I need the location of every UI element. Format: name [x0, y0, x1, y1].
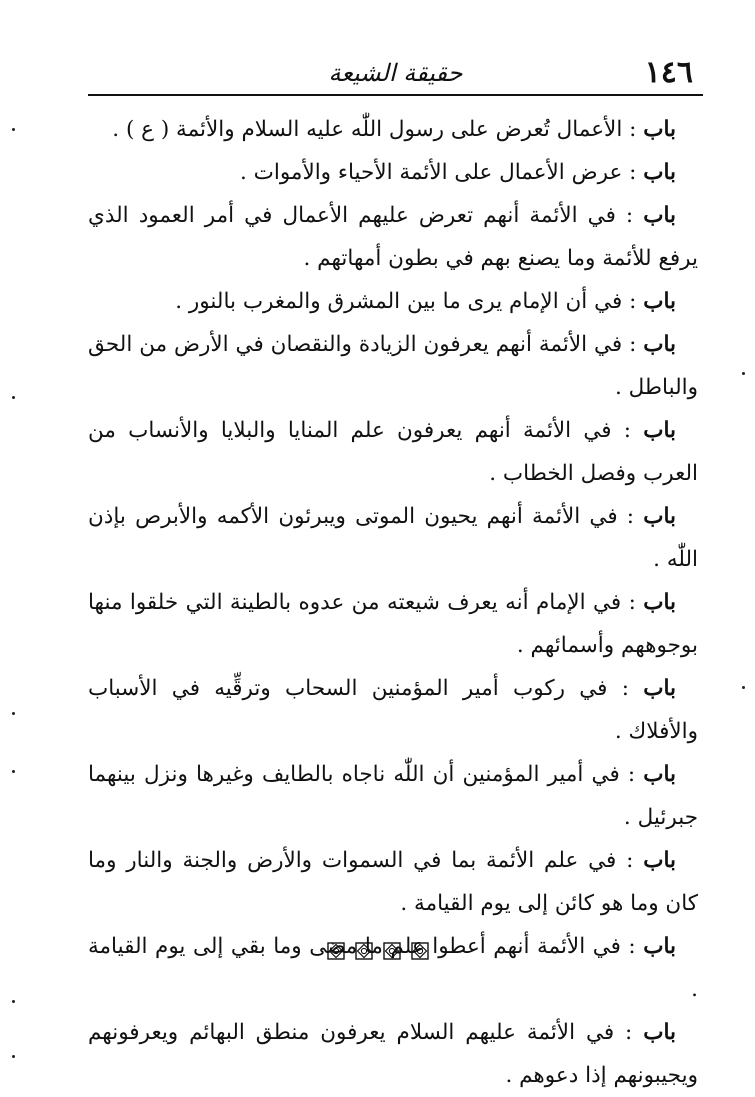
entry-label: باب [643, 117, 676, 142]
page-header [88, 54, 703, 96]
diamond-knot-ornament-icon [355, 942, 373, 960]
entry-text: : في الأئمة عليهم السلام يعرفون منطق البهائم ويعرفونهم ويجيبونهم إذا دعوهم . [88, 1020, 698, 1088]
scan-speck [12, 1055, 15, 1058]
header-rule [88, 94, 703, 96]
chapter-entry [88, 151, 698, 194]
chapter-entry [88, 667, 698, 753]
entry-label: باب [643, 762, 676, 787]
chapter-entry [88, 495, 698, 581]
entry-text: : في الأئمة أنهم أعطوا علم ما مضى وما بقي إلى يوم القيامة . [88, 934, 698, 1002]
entry-text: : في الإمام أنه يعرف شيعته من عدوه بالطينة التي خلقوا منها بوجوههم وأسمائهم . [88, 590, 698, 658]
chapter-entry [88, 581, 698, 667]
chapter-entry [88, 1011, 698, 1097]
entry-label: باب [643, 676, 676, 701]
entry-text: : في الأئمة أنهم يحيون الموتى ويبرئون الأكمه والأبرص بإذن اللّٰه . [88, 504, 698, 572]
scan-speck [12, 770, 15, 773]
entry-text: : في الأئمة أنهم يعرفون علم المنايا والبلايا والأنساب من العرب وفصل الخطاب . [88, 418, 698, 486]
chapter-entry [88, 280, 698, 323]
entry-label: باب [643, 934, 676, 959]
chapter-entry [88, 839, 698, 925]
scan-speck [742, 372, 745, 375]
entry-label: باب [643, 289, 676, 314]
page-number: ١٤٦ [644, 55, 693, 90]
entry-label: باب [643, 418, 676, 443]
entry-text: : عرض الأعمال على الأئمة الأحياء والأموات . [239, 160, 644, 185]
diamond-knot-ornament-icon [411, 942, 429, 960]
scan-speck [12, 1000, 15, 1003]
scan-speck [12, 128, 15, 131]
entry-label: باب [643, 1020, 676, 1045]
running-title: حقيقة الشيعة [328, 59, 463, 87]
chapter-entry [88, 323, 698, 409]
entry-label: باب [643, 590, 676, 615]
entry-label: باب [643, 332, 676, 357]
entry-label: باب [643, 203, 676, 228]
entry-text: : في ركوب أمير المؤمنين السحاب وترقِّيه في الأسباب والأفلاك . [88, 676, 698, 744]
entry-label: باب [643, 848, 676, 873]
diamond-knot-ornament-icon [327, 942, 345, 960]
entry-text: : في أمير المؤمنين أن اللّٰه ناجاه بالطايف وغيرها ونزل بينهما جبرئيل . [88, 762, 698, 830]
entry-text: : في أن الإمام يرى ما بين المشرق والمغرب بالنور . [175, 289, 644, 314]
chapter-entry [88, 108, 698, 151]
entry-text: : في الأئمة أنهم يعرفون الزيادة والنقصان في الأرض من الحق والباطل . [88, 332, 698, 400]
entry-text: : في الأئمة أنهم تعرض عليهم الأعمال في أمر العمود الذي يرفع للأئمة وما يصنع بهم في بطون أمهاتهم . [88, 203, 698, 271]
chapter-entry [88, 194, 698, 280]
scan-speck [12, 396, 15, 399]
diamond-knot-ornament-icon [383, 942, 401, 960]
entry-label: باب [643, 160, 676, 185]
section-end-ornaments [0, 942, 755, 960]
scan-speck [742, 686, 745, 689]
chapter-entry [88, 753, 698, 839]
entry-text: : في علم الأئمة بما في السموات والأرض والجنة والنار وما كان وما هو كائن إلى يوم القيامة . [88, 848, 698, 916]
entry-text: : الأعمال تُعرض على رسول اللّٰه عليه السلام والأئمة ( ع ) . [112, 117, 644, 142]
chapter-entry [88, 409, 698, 495]
chapter-entry [88, 925, 698, 1011]
scan-speck [12, 712, 15, 715]
entry-label: باب [643, 504, 676, 529]
